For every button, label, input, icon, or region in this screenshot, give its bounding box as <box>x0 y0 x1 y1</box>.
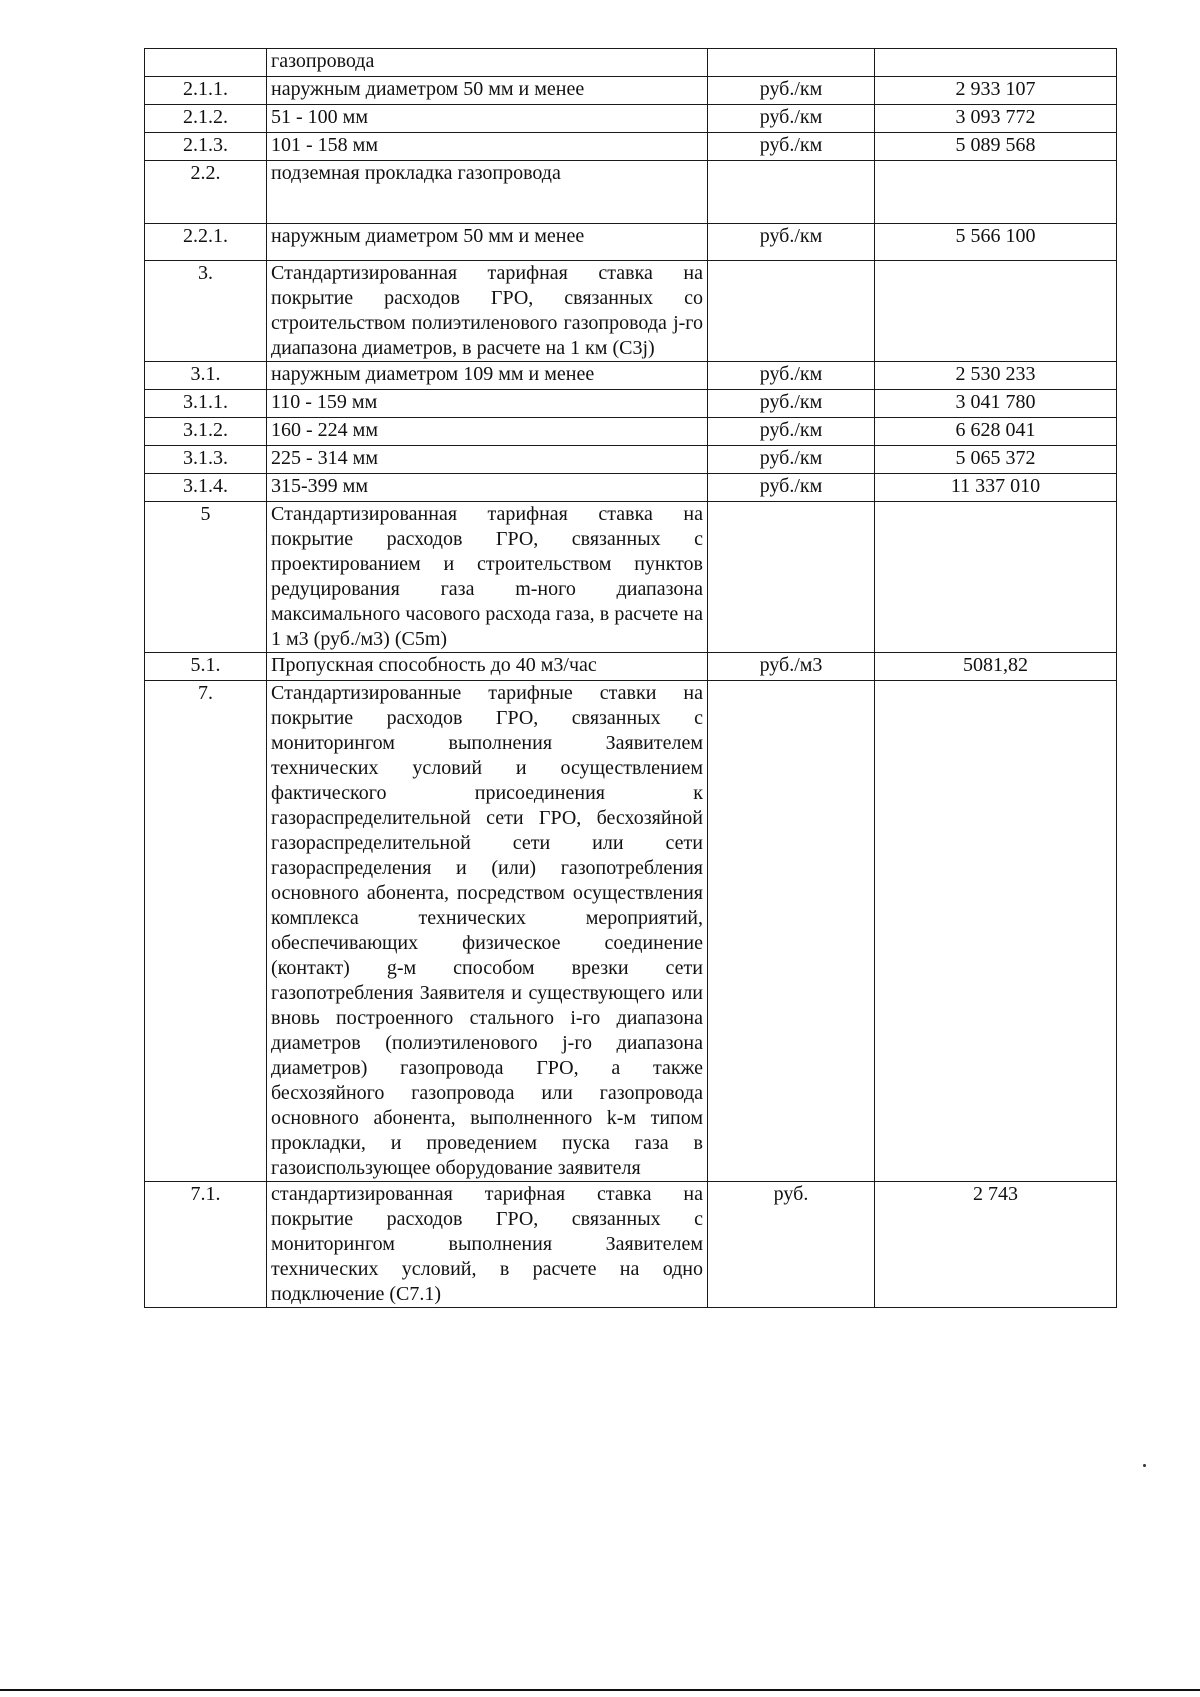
row-number: 5.1. <box>145 653 267 681</box>
row-unit: руб./км <box>708 474 875 502</box>
row-unit: руб./км <box>708 105 875 133</box>
row-number: 3.1.3. <box>145 446 267 474</box>
table-row <box>145 261 1117 362</box>
table-row <box>145 77 1117 105</box>
footer-rule <box>0 1689 1200 1691</box>
row-value: 6 628 041 <box>875 418 1117 446</box>
row-value <box>875 261 1117 362</box>
row-value: 3 093 772 <box>875 105 1117 133</box>
row-unit: руб./км <box>708 418 875 446</box>
row-name: Стандартизированные тарифные ставки на покрытие расходов ГРО, связанных с мониторингом выполнения Заявителем технических условий и осуществлением фактического присоединения к газораспределительной сети ГРО, бесхозяйной газораспределительной сети или сети газораспределения и (или) газопотребления основного абонента, посредством осуществления комплекса технических мероприятий, обеспечивающих физическое соединение (контакт) g-м способом врезки сети газопотребления Заявителя и существующего или вновь построенного стального i-го диапазона диаметров (полиэтиленового j-го диапазона диаметров) газопровода ГРО, а также бесхозяйного газопровода или газопровода основного абонента, выполненного k-м типом прокладки, и проведением пуска газа в газоиспользующее оборудование заявителя <box>267 681 708 1182</box>
row-unit <box>708 49 875 77</box>
row-name: 160 - 224 мм <box>267 418 708 446</box>
row-unit: руб./км <box>708 446 875 474</box>
row-unit: руб./км <box>708 77 875 105</box>
row-number: 2.1.3. <box>145 133 267 161</box>
table-row <box>145 502 1117 653</box>
scan-dot <box>1143 1464 1146 1467</box>
row-unit: руб./км <box>708 224 875 261</box>
row-number: 7. <box>145 681 267 1182</box>
row-unit: руб./км <box>708 390 875 418</box>
row-name: 315-399 мм <box>267 474 708 502</box>
table-row <box>145 418 1117 446</box>
table-row <box>145 653 1117 681</box>
row-unit <box>708 681 875 1182</box>
table-row <box>145 362 1117 390</box>
row-name: наружным диаметром 50 мм и менее <box>267 77 708 105</box>
row-name: наружным диаметром 109 мм и менее <box>267 362 708 390</box>
row-number: 3.1.2. <box>145 418 267 446</box>
table-row <box>145 224 1117 261</box>
table-row <box>145 1182 1117 1308</box>
row-name: газопровода <box>267 49 708 77</box>
row-unit <box>708 261 875 362</box>
row-value: 11 337 010 <box>875 474 1117 502</box>
row-name: наружным диаметром 50 мм и менее <box>267 224 708 261</box>
row-number: 7.1. <box>145 1182 267 1308</box>
row-number: 2.2.1. <box>145 224 267 261</box>
table-row <box>145 49 1117 77</box>
row-unit: руб. <box>708 1182 875 1308</box>
row-unit <box>708 502 875 653</box>
table-row <box>145 474 1117 502</box>
row-number: 3.1.4. <box>145 474 267 502</box>
table-row <box>145 681 1117 1182</box>
row-value <box>875 161 1117 224</box>
row-number: 3. <box>145 261 267 362</box>
table-row <box>145 446 1117 474</box>
row-unit: руб./км <box>708 362 875 390</box>
row-value: 2 743 <box>875 1182 1117 1308</box>
row-value: 2 530 233 <box>875 362 1117 390</box>
row-value: 5 566 100 <box>875 224 1117 261</box>
row-name: 101 - 158 мм <box>267 133 708 161</box>
row-value <box>875 49 1117 77</box>
tariff-table <box>144 48 1117 1308</box>
row-name: Пропускная способность до 40 м3/час <box>267 653 708 681</box>
row-name: стандартизированная тарифная ставка на покрытие расходов ГРО, связанных с мониторингом выполнения Заявителем технических условий, в расчете на одно подключение (С7.1) <box>267 1182 708 1308</box>
row-number: 2.1.2. <box>145 105 267 133</box>
row-unit <box>708 161 875 224</box>
table-row <box>145 390 1117 418</box>
row-unit: руб./м3 <box>708 653 875 681</box>
row-value: 5 089 568 <box>875 133 1117 161</box>
row-name: Стандартизированная тарифная ставка на покрытие расходов ГРО, связанных со строительством полиэтиленового газопровода j-го диапазона диаметров, в расчете на 1 км (С3j) <box>267 261 708 362</box>
row-value <box>875 502 1117 653</box>
row-number: 2.2. <box>145 161 267 224</box>
row-value: 5081,82 <box>875 653 1117 681</box>
table-row <box>145 133 1117 161</box>
row-name: 110 - 159 мм <box>267 390 708 418</box>
row-number: 2.1.1. <box>145 77 267 105</box>
row-number: 5 <box>145 502 267 653</box>
row-value: 3 041 780 <box>875 390 1117 418</box>
row-value: 5 065 372 <box>875 446 1117 474</box>
table-row <box>145 161 1117 224</box>
row-number: 3.1. <box>145 362 267 390</box>
row-value: 2 933 107 <box>875 77 1117 105</box>
row-name: 51 - 100 мм <box>267 105 708 133</box>
table-row <box>145 105 1117 133</box>
row-value <box>875 681 1117 1182</box>
row-name: Стандартизированная тарифная ставка на покрытие расходов ГРО, связанных с проектированием и строительством пунктов редуцирования газа m-ного диапазона максимального часового расхода газа, в расчете на 1 м3 (руб./м3) (C5m) <box>267 502 708 653</box>
row-number: 3.1.1. <box>145 390 267 418</box>
row-number <box>145 49 267 77</box>
row-name: 225 - 314 мм <box>267 446 708 474</box>
row-name: подземная прокладка газопровода <box>267 161 708 224</box>
row-unit: руб./км <box>708 133 875 161</box>
